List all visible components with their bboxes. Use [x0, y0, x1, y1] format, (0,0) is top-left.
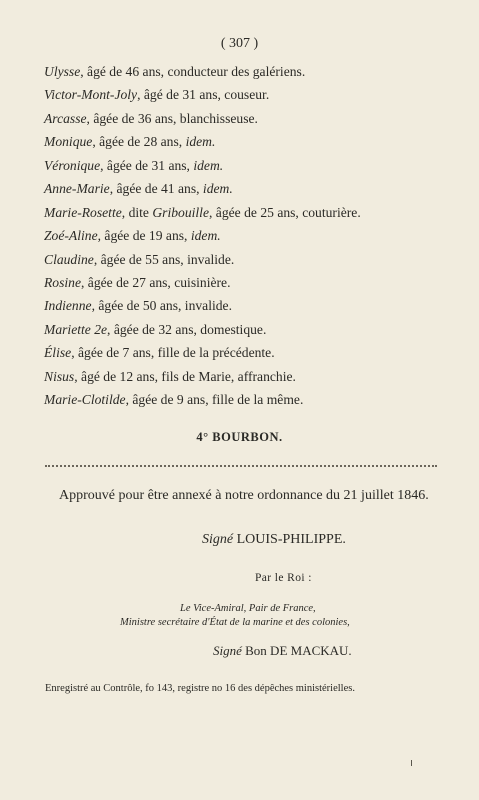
minister-signature [213, 643, 352, 659]
minister-title-line-1: Le Vice-Amiral, Pair de France, [180, 603, 316, 614]
signatory-name: Bon DE MACKAU. [245, 643, 352, 658]
page-number: ( 307 ) [220, 36, 259, 51]
list-item [44, 248, 449, 271]
entry-name: Claudine [44, 251, 94, 267]
list-item [44, 177, 449, 200]
minister-title-line-2: Ministre secrétaire d'État de la marine et des colonies, [120, 617, 350, 628]
entry-details: , âgé de 31 ans, couseur. [137, 87, 270, 103]
list-item [44, 318, 449, 341]
entry-name: Élise [44, 345, 72, 361]
entry-nickname: Gribouille [152, 204, 209, 220]
entry-details: , âgée de 41 ans, [109, 181, 203, 197]
entry-details: , âgée de 32 ans, domestique. [107, 321, 267, 337]
par-le-roi: Par le Roi : [255, 572, 312, 584]
entry-details: , âgé de 46 ans, conducteur des galériens. [80, 64, 306, 79]
signe-label: Signé [213, 643, 242, 658]
entry-occupation: idem. [185, 134, 216, 150]
list-item [44, 107, 449, 130]
entry-occupation: idem. [193, 157, 224, 173]
entry-name: Marie-Rosette [44, 204, 122, 220]
entry-name: Rosine [44, 274, 81, 290]
list-item [44, 388, 449, 411]
entry-name: Marie-Clotilde [44, 392, 126, 408]
entry-list [44, 60, 449, 412]
list-item [44, 365, 449, 388]
entry-details: , âgée de 19 ans, [97, 228, 191, 244]
entry-details: , âgée de 55 ans, invalide. [93, 251, 235, 267]
entry-name: Victor-Mont-Joly [44, 87, 138, 103]
entry-details: , dite [121, 204, 153, 220]
entry-name: Véronique [44, 157, 101, 173]
registration-note: Enregistré au Contrôle, fo 143, registre no 16 des dépêches ministérielles. [45, 683, 355, 694]
list-item [44, 201, 449, 224]
list-item [44, 224, 449, 247]
entry-name: Monique [44, 134, 93, 150]
king-signature [202, 532, 346, 548]
list-item [44, 154, 449, 177]
entry-details: , âgée de 31 ans, [100, 157, 194, 173]
entry-details: , âgée de 27 ans, cuisinière. [81, 274, 231, 290]
entry-details: , âgée de 9 ans, fille de la même. [125, 392, 304, 408]
entry-occupation: idem. [202, 181, 233, 197]
list-item [44, 294, 449, 317]
list-item [44, 130, 449, 153]
entry-name: Indienne [44, 298, 92, 314]
entry-details-2: , âgée de 25 ans, couturière. [209, 204, 361, 220]
entry-details: , âgée de 50 ans, invalide. [91, 298, 232, 314]
entry-name: Mariette 2e [44, 321, 108, 337]
dotted-divider [45, 465, 437, 467]
signatory-name: LOUIS-PHILIPPE. [236, 532, 346, 547]
entry-name: Zoé-Aline [44, 228, 98, 244]
section-title: 4° BOURBON. [196, 430, 283, 444]
entry-details: , âgée de 28 ans, [92, 134, 186, 150]
entry-details: , âgé de 12 ans, fils de Marie, affranchie. [74, 368, 296, 384]
entry-occupation: idem. [190, 228, 221, 244]
signe-label: Signé [202, 532, 234, 547]
approval-text: Approuvé pour être annexé à notre ordonnance du 21 juillet 1846. [59, 488, 429, 503]
entry-name: Ulysse [44, 64, 81, 79]
list-item [44, 83, 449, 106]
entry-name: Arcasse [44, 110, 87, 126]
entry-details: , âgée de 36 ans, blanchisseuse. [86, 110, 258, 126]
page-mark [411, 760, 412, 766]
list-item [44, 341, 449, 364]
entry-details: , âgée de 7 ans, fille de la précédente. [71, 345, 275, 361]
list-item [44, 60, 449, 83]
list-item [44, 271, 449, 294]
minister-title [0, 602, 479, 630]
entry-name: Nisus [44, 368, 75, 384]
entry-name: Anne-Marie [44, 181, 110, 197]
